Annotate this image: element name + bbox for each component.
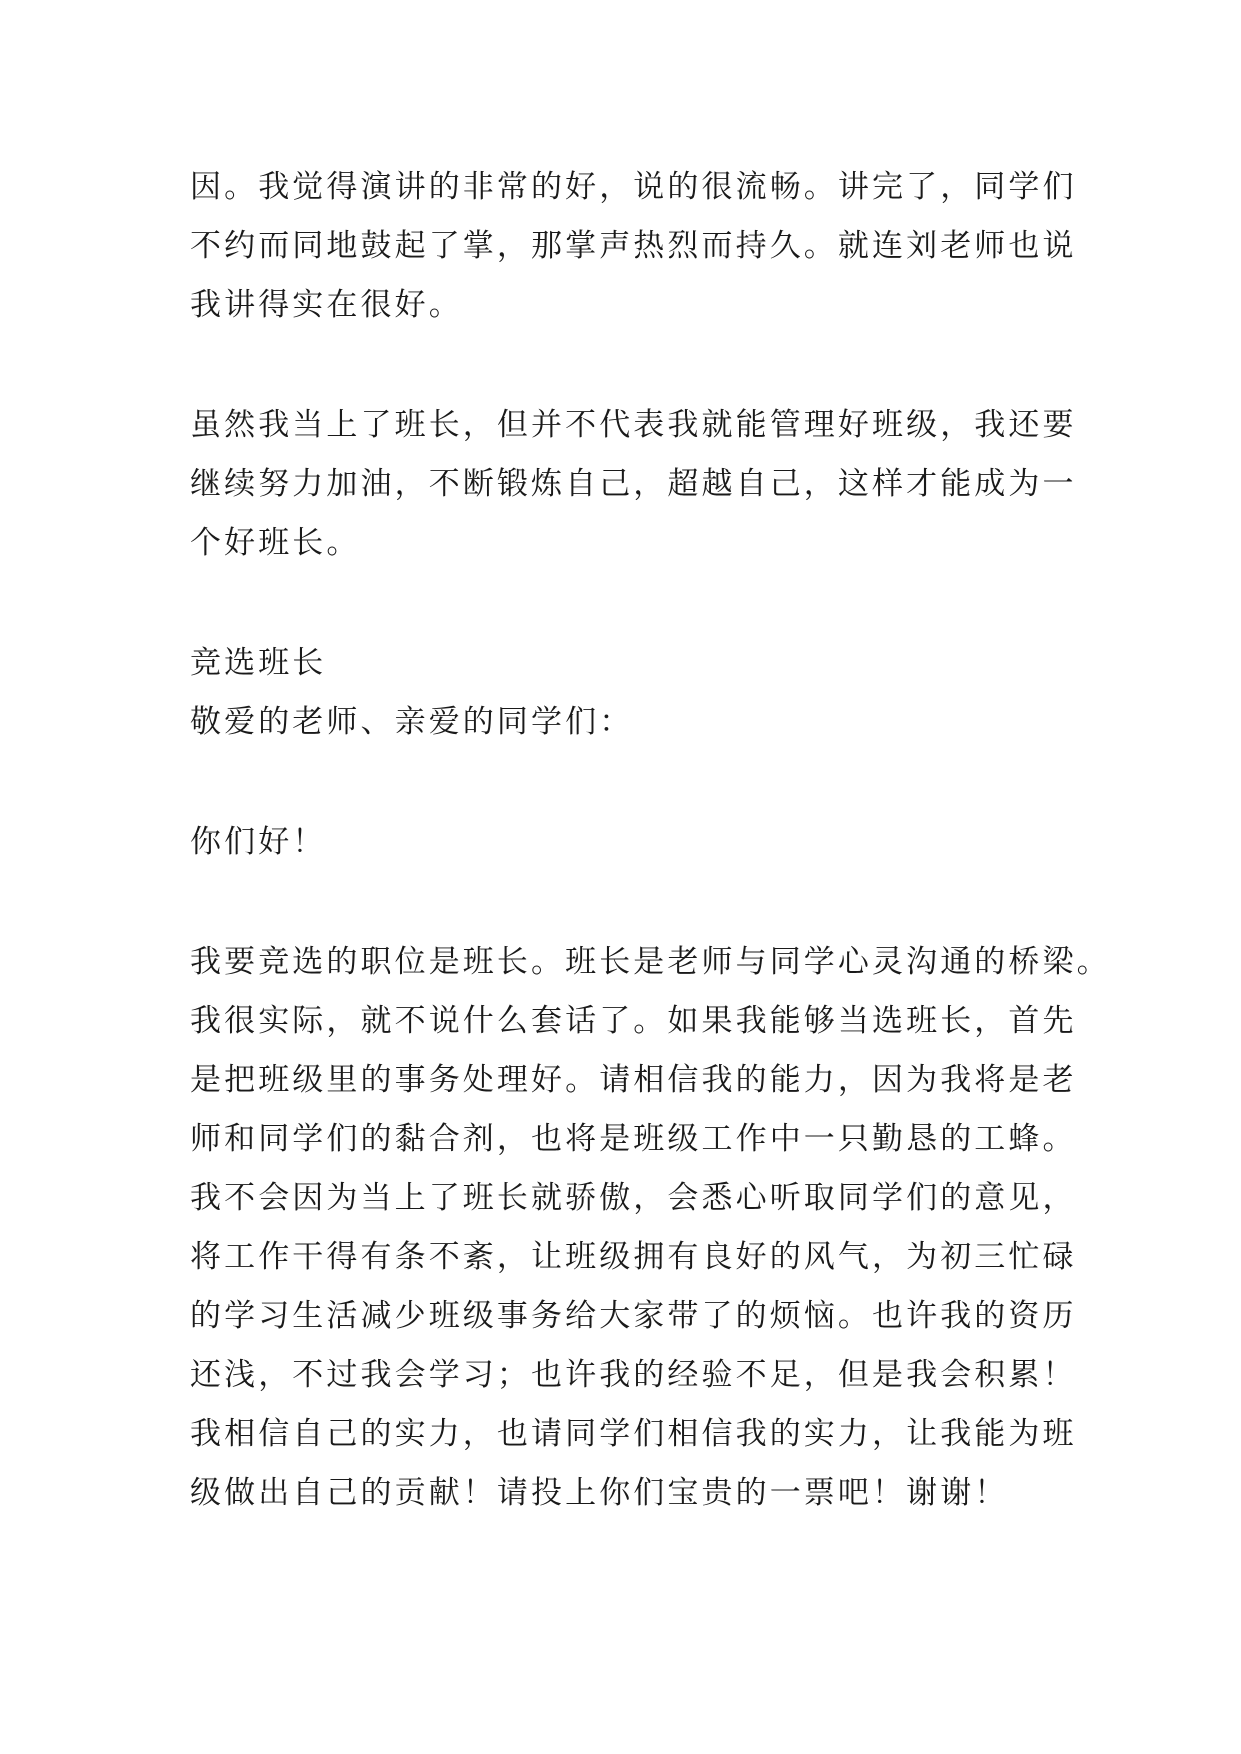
section-title [190, 634, 1070, 752]
document-body [190, 158, 1111, 1523]
text-line: 还浅，不过我会学习；也许我的经验不足，但是我会积累！ [190, 1357, 1077, 1393]
text-line: 师和同学们的黏合剂，也将是班级工作中一只勤恳的工蜂。 [190, 1121, 1077, 1157]
text-line: 我要竞选的职位是班长。班长是老师与同学心灵沟通的桥梁。 [190, 944, 1111, 980]
text-line: 级做出自己的贡献！请投上你们宝贵的一票吧！谢谢！ [190, 1475, 1009, 1511]
text-line: 我讲得实在很好。 [190, 287, 463, 323]
salutation-text: 敬爱的老师、亲爱的同学们： [190, 704, 634, 740]
text-line: 不约而同地鼓起了掌，那掌声热烈而持久。就连刘老师也说 [190, 228, 1077, 264]
text-line: 个好班长。 [190, 525, 361, 561]
paragraph-gap [190, 752, 1070, 813]
text-line: 将工作干得有条不紊，让班级拥有良好的风气，为初三忙碌 [190, 1239, 1077, 1275]
paragraph-gap [190, 335, 1070, 396]
paragraph-resolution [190, 396, 1077, 573]
text-line: 的学习生活减少班级事务给大家带了的烦恼。也许我的资历 [190, 1298, 1077, 1334]
text-line: 虽然我当上了班长，但并不代表我就能管理好班级，我还要 [190, 407, 1077, 443]
paragraph-gap [190, 573, 1070, 634]
paragraph-gap [190, 872, 1070, 933]
text-line: 我很实际，就不说什么套话了。如果我能够当选班长，首先 [190, 1003, 1077, 1039]
text-line: 是把班级里的事务处理好。请相信我的能力，因为我将是老 [190, 1062, 1077, 1098]
greeting-paragraph [190, 813, 1070, 872]
text-line: 我不会因为当上了班长就骄傲，会悉心听取同学们的意见， [190, 1180, 1077, 1216]
greeting-text: 你们好！ [190, 824, 327, 860]
title-text: 竞选班长 [190, 645, 327, 681]
text-line: 因。我觉得演讲的非常的好，说的很流畅。讲完了，同学们 [190, 169, 1077, 205]
text-line: 我相信自己的实力，也请同学们相信我的实力，让我能为班 [190, 1416, 1077, 1452]
paragraph-campaign-speech [190, 933, 1111, 1523]
text-line: 继续努力加油，不断锻炼自己，超越自己，这样才能成为一 [190, 466, 1077, 502]
paragraph-speech-result [190, 158, 1077, 335]
